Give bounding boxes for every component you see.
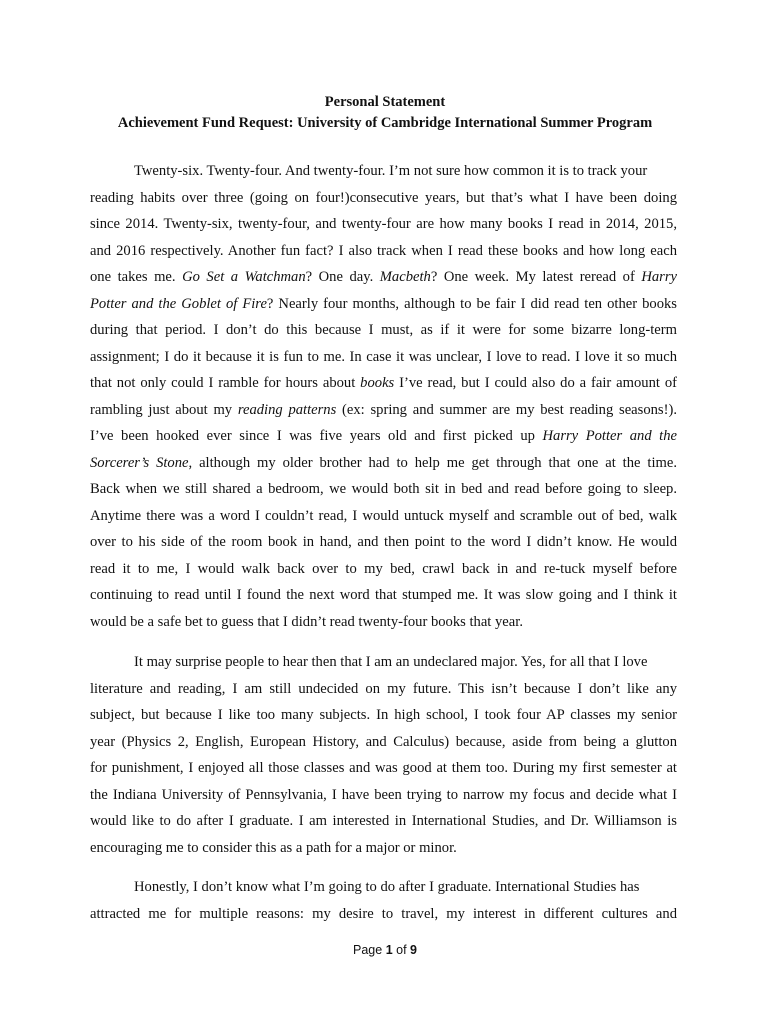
paragraph-line: attracted me for multiple reasons: my desire to travel, my interest in different cultures and (90, 905, 677, 922)
paragraph-line: It may surprise people to hear then that I am an undeclared major. Yes, for all that I love (134, 654, 648, 670)
page-total: 9 (410, 943, 417, 957)
paragraph-line: would be a safe bet to guess that I didn’t read twenty-four books that year. (90, 613, 523, 630)
paragraph-line: rambling just about my reading patterns (ex: spring and summer are my best reading seasons!). (90, 401, 677, 418)
page-number-footer (0, 943, 770, 957)
paragraph-line: Sorcerer’s Stone, although my older brother had to help me get through that one at the time. (90, 454, 677, 471)
paragraph-line: read it to me, I would walk back over to my bed, crawl back in and re-tuck myself before (90, 560, 677, 577)
paragraph-line: that not only could I ramble for hours about books I’ve read, but I could also do a fair amount of (90, 375, 677, 391)
paragraph-line: encouraging me to consider this as a path for a major or minor. (90, 839, 457, 856)
paragraph-line: the Indiana University of Pennsylvania, I have been trying to narrow my focus and decide what I (90, 786, 677, 803)
paragraph-line: literature and reading, I am still undecided on my future. This isn’t because I don’t like any (90, 680, 677, 697)
paragraph-line: assignment; I do it because it is fun to me. In case it was unclear, I love to read. I love it so much (90, 348, 677, 365)
paragraph-line: I’ve been hooked ever since I was five years old and first picked up Harry Potter and the (90, 428, 677, 444)
paragraph-line: Honestly, I don’t know what I’m going to do after I graduate. International Studies has (134, 879, 640, 895)
document-subtitle: Achievement Fund Request: University of Cambridge International Summer Program (117, 115, 653, 131)
paragraph-line: would like to do after I graduate. I am interested in International Studies, and Dr. Williamson is (90, 813, 677, 829)
paragraph-line: Twenty-six. Twenty-four. And twenty-four. I’m not sure how common it is to track your (134, 163, 648, 179)
paragraph-line: since 2014. Twenty-six, twenty-four, and twenty-four are how many books I read in 2014, 2015, (90, 216, 677, 232)
paragraph-line: over to his side of the room book in hand, and then point to the word I didn’t know. He would (90, 534, 677, 550)
paragraph-line: Back when we still shared a bedroom, we would both sit in bed and read before going to sleep. (90, 481, 677, 497)
paragraph-line: Anytime there was a word I couldn’t read, I would untuck myself and scramble out of bed, walk (90, 507, 677, 524)
paragraph-line: one takes me. Go Set a Watchman? One day. Macbeth? One week. My latest reread of Harry (90, 269, 678, 285)
paragraph-line: during that period. I don’t do this because I must, as if it were for some bizarre long-term (90, 322, 677, 338)
page-label: Page (353, 943, 383, 957)
paragraph-line: year (Physics 2, English, European History, and Calculus) because, aside from being a glutton (90, 733, 677, 750)
paragraph-line: and 2016 respectively. Another fun fact? I also track when I read these books and how long each (90, 242, 677, 259)
paragraph-line: reading habits over three (going on four!)consecutive years, but that’s what I have been doing (90, 189, 677, 206)
document-title: Personal Statement (324, 94, 446, 110)
paragraph-line: Potter and the Goblet of Fire? Nearly four months, although to be fair I did read ten other books (90, 295, 677, 312)
paragraph-line: continuing to read until I found the next word that stumped me. It was slow going and I think it (90, 587, 677, 603)
paragraph-line: for punishment, I enjoyed all those classes and was good at them too. During my first semester at (90, 760, 677, 776)
of-label: of (396, 943, 407, 957)
paragraph-line: subject, but because I like too many subjects. In high school, I took four AP classes my senior (90, 707, 677, 723)
page-current: 1 (385, 943, 393, 957)
